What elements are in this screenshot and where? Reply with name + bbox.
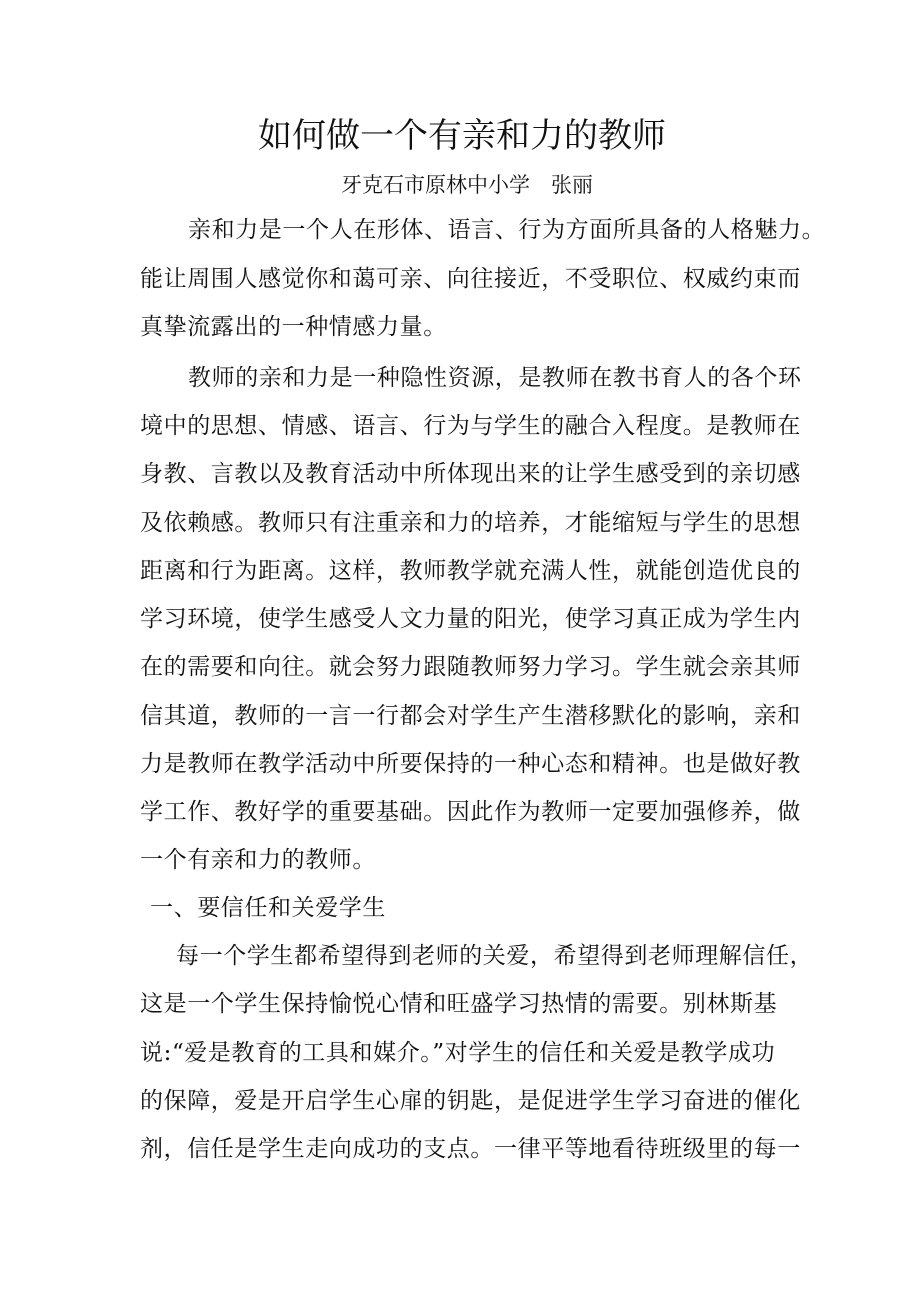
paragraph-line: 学工作、教好学的重要基础。因此作为教师一定要加强修养，做	[140, 799, 801, 825]
paragraph-line: 剂，信任是学生走向成功的支点。一律平等地看待班级里的每一	[140, 1136, 801, 1162]
paragraph-line: 身教、言教以及教育活动中所体现出来的让学生感受到的亲切感	[140, 461, 801, 487]
section-heading: 一、要信任和关爱学生	[150, 895, 386, 921]
author-line: 牙克石市原林中小学 张丽	[341, 173, 593, 197]
paragraph-line: 教师的亲和力是一种隐性资源，是教师在教书育人的各个环	[188, 365, 802, 391]
paragraph-line: 每一个学生都希望得到老师的关爱，希望得到老师理解信任，	[176, 943, 814, 969]
paragraph-line: 力是教师在教学活动中所要保持的一种心态和精神。也是做好教	[140, 751, 801, 777]
paragraph-line: 真挚流露出的一种情感力量。	[140, 314, 447, 340]
paragraph-line: 亲和力是一个人在形体、语言、行为方面所具备的人格魅力。	[188, 217, 826, 243]
document-title: 如何做一个有亲和力的教师	[258, 116, 666, 156]
paragraph-line: 境中的思想、情感、语言、行为与学生的融合入程度。是教师在	[140, 413, 801, 439]
paragraph-line: 信其道，教师的一言一行都会对学生产生潜移默化的影响，亲和	[140, 703, 801, 729]
paragraph-line: 能让周围人感觉你和蔼可亲、向往接近，不受职位、权威约束而	[140, 266, 801, 292]
paragraph-line: 说:“爱是教育的工具和媒介。”对学生的信任和关爱是教学成功	[140, 1040, 776, 1066]
paragraph-line: 这是一个学生保持愉悦心情和旺盛学习热情的需要。别林斯基	[140, 991, 778, 1017]
paragraph-line: 的保障，爱是开启学生心扉的钥匙，是促进学生学习奋进的催化	[140, 1088, 801, 1114]
paragraph-line: 一个有亲和力的教师。	[140, 847, 376, 873]
paragraph-line: 在的需要和向往。就会努力跟随教师努力学习。学生就会亲其师	[140, 654, 801, 680]
paragraph-line: 学习环境，使学生感受人文力量的阳光，使学习真正成为学生内	[140, 606, 801, 632]
paragraph-line: 及依赖感。教师只有注重亲和力的培养，才能缩短与学生的思想	[140, 510, 801, 536]
paragraph-line: 距离和行为距离。这样，教师教学就充满人性，就能创造优良的	[140, 558, 801, 584]
